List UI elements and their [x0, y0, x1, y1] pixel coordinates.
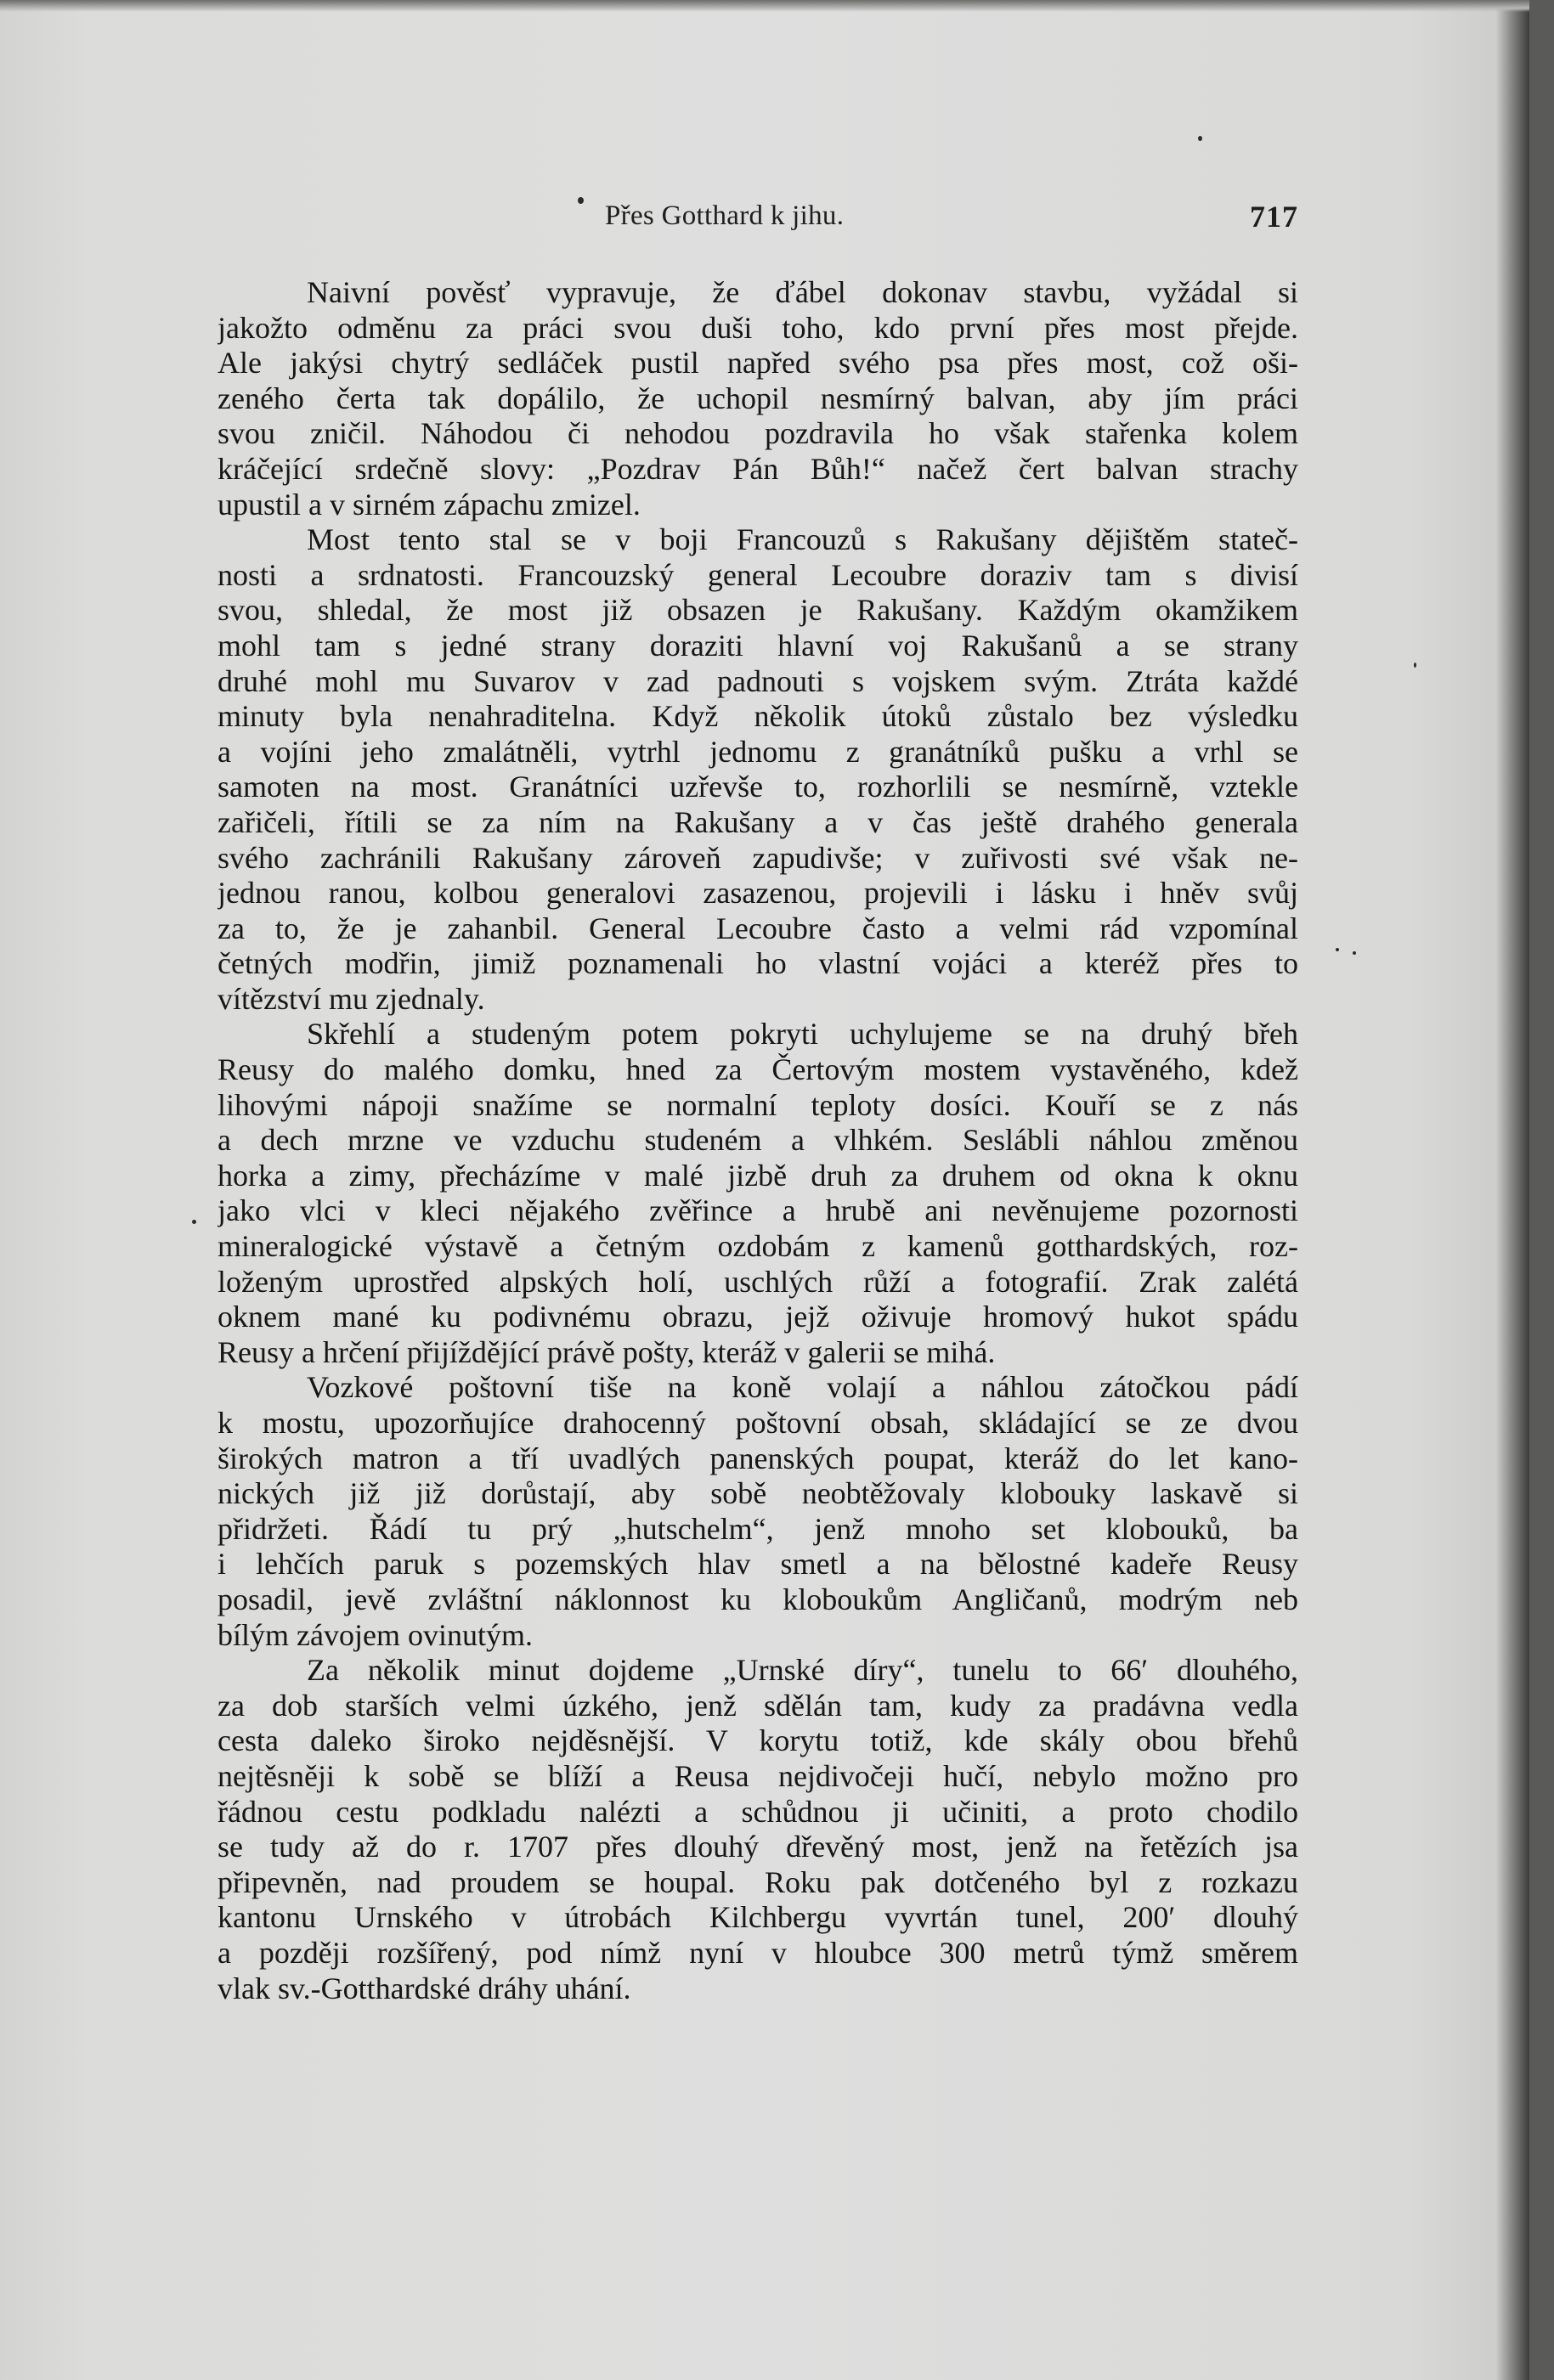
text-line: mohl tam s jedné strany doraziti hlavní voj Rakušanů a se strany [218, 628, 1298, 663]
page-number: 717 [1250, 200, 1298, 234]
text-line: Ale jakýsi chytrý sedláček pustil napřed svého psa přes most, což oši- [218, 346, 1298, 381]
text-line: Vozkové poštovní tiše na koně volají a náhlou zátočkou pádí [307, 1370, 1298, 1405]
text-line: i lehčích paruk s pozemských hlav smetl a na bělostné kadeře Reusy [218, 1547, 1298, 1582]
text-line: horka a zimy, přecházíme v malé jizbě druh za druhem od okna k oknu [218, 1158, 1298, 1193]
body-text [218, 275, 1298, 2006]
text-line: řádnou cestu podkladu nalézti a schůdnou ji učiniti, a proto chodilo [218, 1794, 1298, 1829]
text-line: jako vlci v kleci nějakého zvěřince a hrubě ani nevěnujeme pozornosti [218, 1193, 1298, 1228]
text-line: za to, že je zahanbil. General Lecoubre často a velmi rád vzpomínal [218, 911, 1298, 945]
running-header [214, 197, 1298, 240]
paragraph [218, 522, 1298, 1017]
text-line: vítězství mu zjednaly. [218, 981, 485, 1016]
page-top-shadow [0, 0, 1529, 12]
text-line: kráčející srdečně slovy: „Pozdrav Pán Bůh!“ načež čert balvan strachy [218, 451, 1298, 486]
text-line: loženým uprostřed alpských holí, uschlých růží a fotografií. Zrak zalétá [218, 1264, 1298, 1299]
text-line: svou, shledal, že most již obsazen je Rakušany. Každým okamžikem [218, 593, 1298, 628]
text-line: samoten na most. Granátníci uzřevše to, rozhorlili se nesmírně, vztekle [218, 770, 1298, 804]
page-edge-shadow [1495, 0, 1529, 2380]
print-speck [1414, 663, 1416, 668]
text-line: upustil a v sirném zápachu zmizel. [218, 487, 641, 522]
text-line: minuty byla nenahraditelna. Když několik útoků zůstalo bez výsledku [218, 699, 1298, 734]
text-line: jednou ranou, kolbou generalovi zasazenou, projevili i lásku i hněv svůj [218, 876, 1298, 911]
text-line: jakožto odměnu za práci svou duši toho, kdo první přes most přejde. [218, 310, 1298, 345]
text-line: bílým závojem ovinutým. [218, 1617, 533, 1652]
text-line: a vojíni jeho zmalátněli, vytrhl jednomu z granátníků pušku a vrhl se [218, 734, 1298, 769]
text-line: širokých matron a tří uvadlých panenských poupat, kteráž do let kano- [218, 1441, 1298, 1475]
paragraph [218, 1017, 1298, 1370]
text-line: oknem mané ku podivnému obrazu, jejž oživuje hromový hukot spádu [218, 1300, 1298, 1334]
text-line: Reusy do malého domku, hned za Čertovým mostem vystavěného, kdež [218, 1052, 1298, 1087]
text-line: posadil, jevě zvláštní náklonnost ku kloboukům Angličanů, modrým neb [218, 1582, 1298, 1616]
text-line: k mostu, upozorňujíce drahocenný poštovní obsah, skládající se ze dvou [218, 1406, 1298, 1440]
text-line: lihovými nápoji snažíme se normalní teploty dosíci. Kouří se z nás [218, 1087, 1298, 1122]
running-title: Přes Gotthard k jihu. [605, 200, 845, 231]
text-line: svého zachránili Rakušany zároveň zapudivše; v zuřivosti své však ne- [218, 840, 1298, 875]
text-line: kantonu Urnského v útrobách Kilchbergu vyvrtán tunel, 200′ dlouhý [218, 1900, 1298, 1935]
text-line: Naivní pověsť vypravuje, že ďábel dokonav stavbu, vyžádal si [307, 275, 1298, 309]
print-speck [1336, 948, 1339, 951]
text-line: nejtěsněji k sobě se blíží a Reusa nejdivočeji hučí, nebylo možno pro [218, 1758, 1298, 1793]
paragraph [218, 1653, 1298, 2006]
text-line: svou zničil. Náhodou či nehodou pozdravila ho však stařenka kolem [218, 416, 1298, 451]
print-speck [578, 197, 584, 204]
text-line: zeného čerta tak dopálilo, že uchopil nesmírný balvan, aby jím práci [218, 381, 1298, 415]
text-line: zařičeli, řítili se za ním na Rakušany a v čas ještě drahého generala [218, 804, 1298, 839]
text-line: Reusy a hrčení přijíždějící právě pošty, kteráž v galerii se mihá. [218, 1334, 996, 1369]
text-line: za dob starších velmi úzkého, jenž sdělán tam, kudy za pradávna vedla [218, 1688, 1298, 1723]
text-line: četných modřin, jimiž poznamenali ho vlastní vojáci a kteréž přes to [218, 946, 1298, 981]
text-line: Skřehlí a studeným potem pokryti uchylujeme se na druhý břeh [307, 1017, 1298, 1052]
text-line: přidržeti. Řádí tu prý „hutschelm“, jenž mnoho set klobouků, ba [218, 1511, 1298, 1546]
paragraph [218, 1370, 1298, 1653]
text-line: a dech mrzne ve vzduchu studeném a vlhkém. Seslábli náhlou změnou [218, 1123, 1298, 1158]
text-line: cesta daleko široko nejděsnější. V korytu totiž, kde skály obou břehů [218, 1723, 1298, 1758]
text-line: se tudy až do r. 1707 přes dlouhý dřevěný most, jenž na řetězích jsa [218, 1830, 1298, 1864]
paragraph [218, 275, 1298, 522]
text-line: mineralogické výstavě a četným ozdobám z kamenů gotthardských, roz- [218, 1229, 1298, 1264]
text-line: nosti a srdnatosti. Francouzský general Lecoubre doraziv tam s divisí [218, 557, 1298, 592]
print-speck [1198, 136, 1202, 141]
text-line: vlak sv.-Gotthardské dráhy uhání. [218, 1971, 631, 2005]
text-line: nických již již dorůstají, aby sobě neobtěžovaly klobouky laskavě si [218, 1476, 1298, 1511]
text-line: připevněn, nad proudem se houpal. Roku pak dotčeného byl z rozkazu [218, 1864, 1298, 1899]
text-line: druhé mohl mu Suvarov v zad padnouti s vojskem svým. Ztráta každé [218, 663, 1298, 698]
text-line: a později rozšířený, pod nímž nyní v hloubce 300 metrů týmž směrem [218, 1935, 1298, 1970]
print-speck [192, 1220, 196, 1224]
text-line: Za několik minut dojdeme „Urnské díry“, tunelu to 66′ dlouhého, [307, 1653, 1298, 1688]
print-speck [1353, 951, 1356, 955]
text-line: Most tento stal se v boji Francouzů s Rakušany dějištěm stateč- [307, 522, 1298, 557]
